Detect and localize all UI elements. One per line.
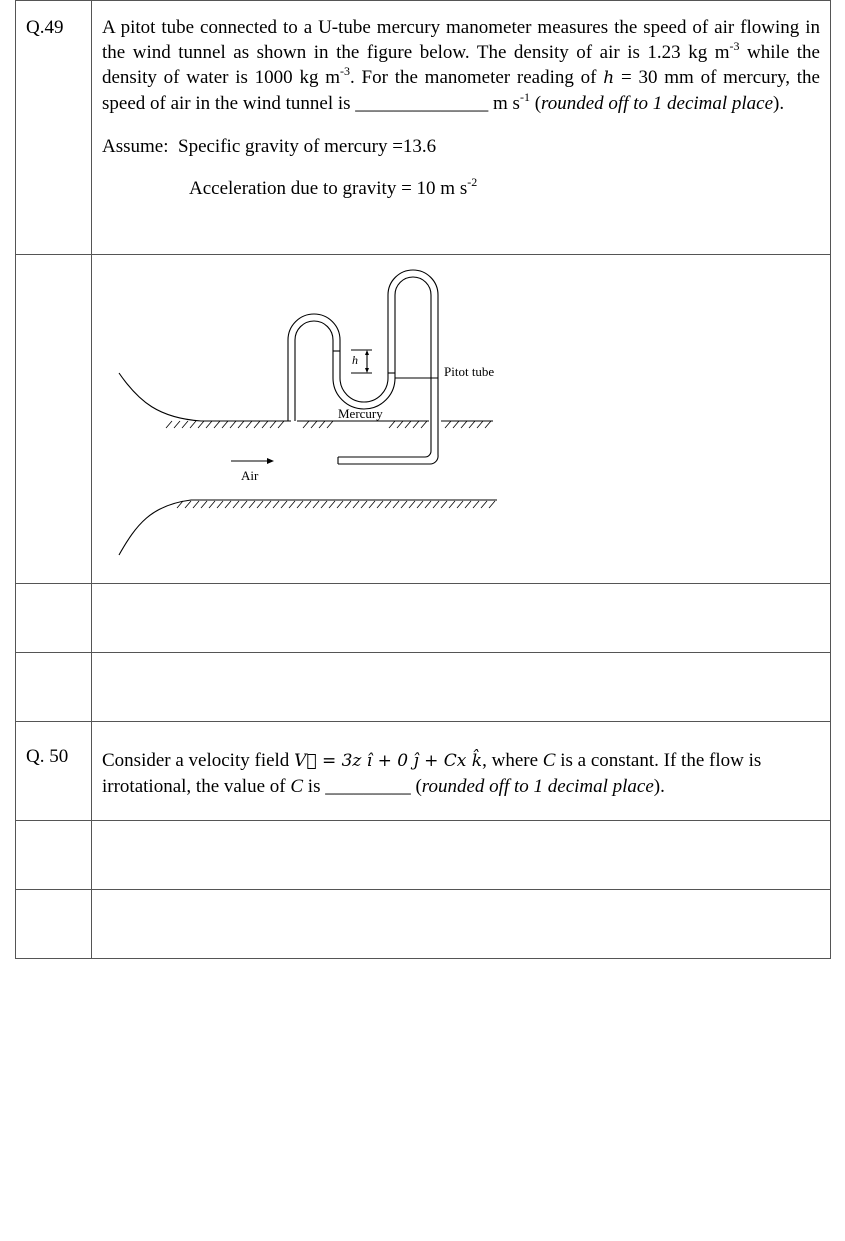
wall-hatch: [327, 421, 333, 428]
figure-cell: [92, 255, 831, 584]
wall-hatch: [185, 501, 191, 508]
wall-hatch: [249, 501, 255, 508]
wall-hatch: [385, 501, 391, 508]
wall-hatch: [278, 421, 284, 428]
wall-hatch: [397, 421, 403, 428]
wall-hatch: [477, 421, 483, 428]
wall-hatch: [217, 501, 223, 508]
wall-hatch: [265, 501, 271, 508]
wall-hatch: [246, 421, 252, 428]
wall-hatch: [225, 501, 231, 508]
figure-row: [16, 255, 831, 584]
pitot-tube-label: Pitot tube: [444, 364, 495, 379]
wall-hatch: [198, 421, 204, 428]
wall-hatch: [297, 501, 303, 508]
wall-hatch: [353, 501, 359, 508]
wall-hatch: [209, 501, 215, 508]
blank-cell: [16, 584, 92, 653]
wall-hatch: [393, 501, 399, 508]
q49-body: [92, 1, 831, 255]
wall-hatch: [262, 421, 268, 428]
pitot-tube-figure: [92, 255, 831, 583]
q49-assume-line2: Acceleration due to gravity = 10 m $s^{-2}$: [189, 175, 478, 199]
wall-hatch: [337, 501, 343, 508]
wall-hatch: [193, 501, 199, 508]
blank-row-2: [16, 653, 831, 722]
blank-cell: [92, 584, 831, 653]
wall-hatch: [166, 421, 172, 428]
blank-cell: [92, 653, 831, 722]
wall-hatch: [461, 421, 467, 428]
wall-hatch: [465, 501, 471, 508]
wall-hatch: [361, 501, 367, 508]
wall-hatch: [469, 421, 475, 428]
wall-hatch: [233, 501, 239, 508]
wall-hatch: [413, 421, 419, 428]
blank-row-3: [16, 821, 831, 890]
q49-question-text: A pitot tube connected to a U-tube mercury manometer measures the speed of air flowing in the wind tunnel as shown in the figure below. The density of air is 1.23 kg $m^{-3}$ while the density of water is 1000 kg $m^{-3}$. For the manometer reading of h = 30 mm of mercury, the speed of air in the wind tunnel is ______________ m $s^{-1}$ (rounded off to 1 decimal place).: [102, 17, 820, 114]
wall-hatch: [241, 501, 247, 508]
wall-hatch: [433, 501, 439, 508]
wall-hatch: [489, 501, 495, 508]
q49-row: [16, 1, 831, 255]
wall-hatch: [425, 501, 431, 508]
q50-question-text: Consider a velocity field V⃗ = 3z î + 0 ĵ + Cx k̂, where C is a constant. If the flow is irrotational, the value of C is _________ (rounded off to 1 decimal place).: [102, 750, 762, 797]
wall-hatch: [182, 421, 188, 428]
air-arrow-head: [267, 458, 274, 464]
wall-hatch: [369, 501, 375, 508]
wall-hatch: [190, 421, 196, 428]
wall-hatch: [445, 421, 451, 428]
wall-hatch: [453, 421, 459, 428]
wall-hatch: [409, 501, 415, 508]
blank-row-4: [16, 890, 831, 959]
wall-hatch: [405, 421, 411, 428]
wall-hatch: [481, 501, 487, 508]
wall-hatch: [321, 501, 327, 508]
wall-hatch: [222, 421, 228, 428]
wall-hatch: [214, 421, 220, 428]
blank-cell: [92, 821, 831, 890]
wall-hatch: [254, 421, 260, 428]
wall-hatch: [449, 501, 455, 508]
wall-hatch: [270, 421, 276, 428]
q50-row: [16, 722, 831, 821]
air-label: Air: [241, 468, 259, 483]
h-label: h: [352, 353, 358, 367]
q50-number: Q. 50: [16, 722, 92, 821]
wall-hatch: [441, 501, 447, 508]
q49-assume-line1: Assume: Specific gravity of mercury =13.6: [102, 136, 437, 157]
wall-hatch: [417, 501, 423, 508]
figure-left-cell: [16, 255, 92, 584]
wall-hatch: [485, 421, 491, 428]
q49-number: Q.49: [16, 1, 92, 255]
wall-hatch: [473, 501, 479, 508]
blank-cell: [16, 890, 92, 959]
wall-hatch: [313, 501, 319, 508]
wall-hatch: [377, 501, 383, 508]
wall-hatch: [311, 421, 317, 428]
blank-cell: [92, 890, 831, 959]
wall-hatch: [305, 501, 311, 508]
mercury-label: Mercury: [338, 406, 383, 421]
wall-hatch: [457, 501, 463, 508]
wall-hatch: [345, 501, 351, 508]
wall-hatch: [329, 501, 335, 508]
q50-body: [92, 722, 831, 821]
question-table: [15, 0, 831, 959]
wall-hatch: [389, 421, 395, 428]
wall-hatch: [319, 421, 325, 428]
wall-hatch: [289, 501, 295, 508]
wall-hatch: [281, 501, 287, 508]
wall-hatch: [273, 501, 279, 508]
wall-hatch: [238, 421, 244, 428]
wall-hatch: [257, 501, 263, 508]
wall-hatch: [401, 501, 407, 508]
blank-cell: [16, 821, 92, 890]
wall-hatch: [303, 421, 309, 428]
wall-hatch: [174, 421, 180, 428]
velocity-field-expression: V⃗ = 3z î + 0 ĵ + Cx k̂: [294, 751, 483, 771]
wall-hatch: [230, 421, 236, 428]
wall-hatch: [206, 421, 212, 428]
wall-hatch: [201, 501, 207, 508]
blank-row-1: [16, 584, 831, 653]
blank-cell: [16, 653, 92, 722]
wall-hatch: [421, 421, 427, 428]
